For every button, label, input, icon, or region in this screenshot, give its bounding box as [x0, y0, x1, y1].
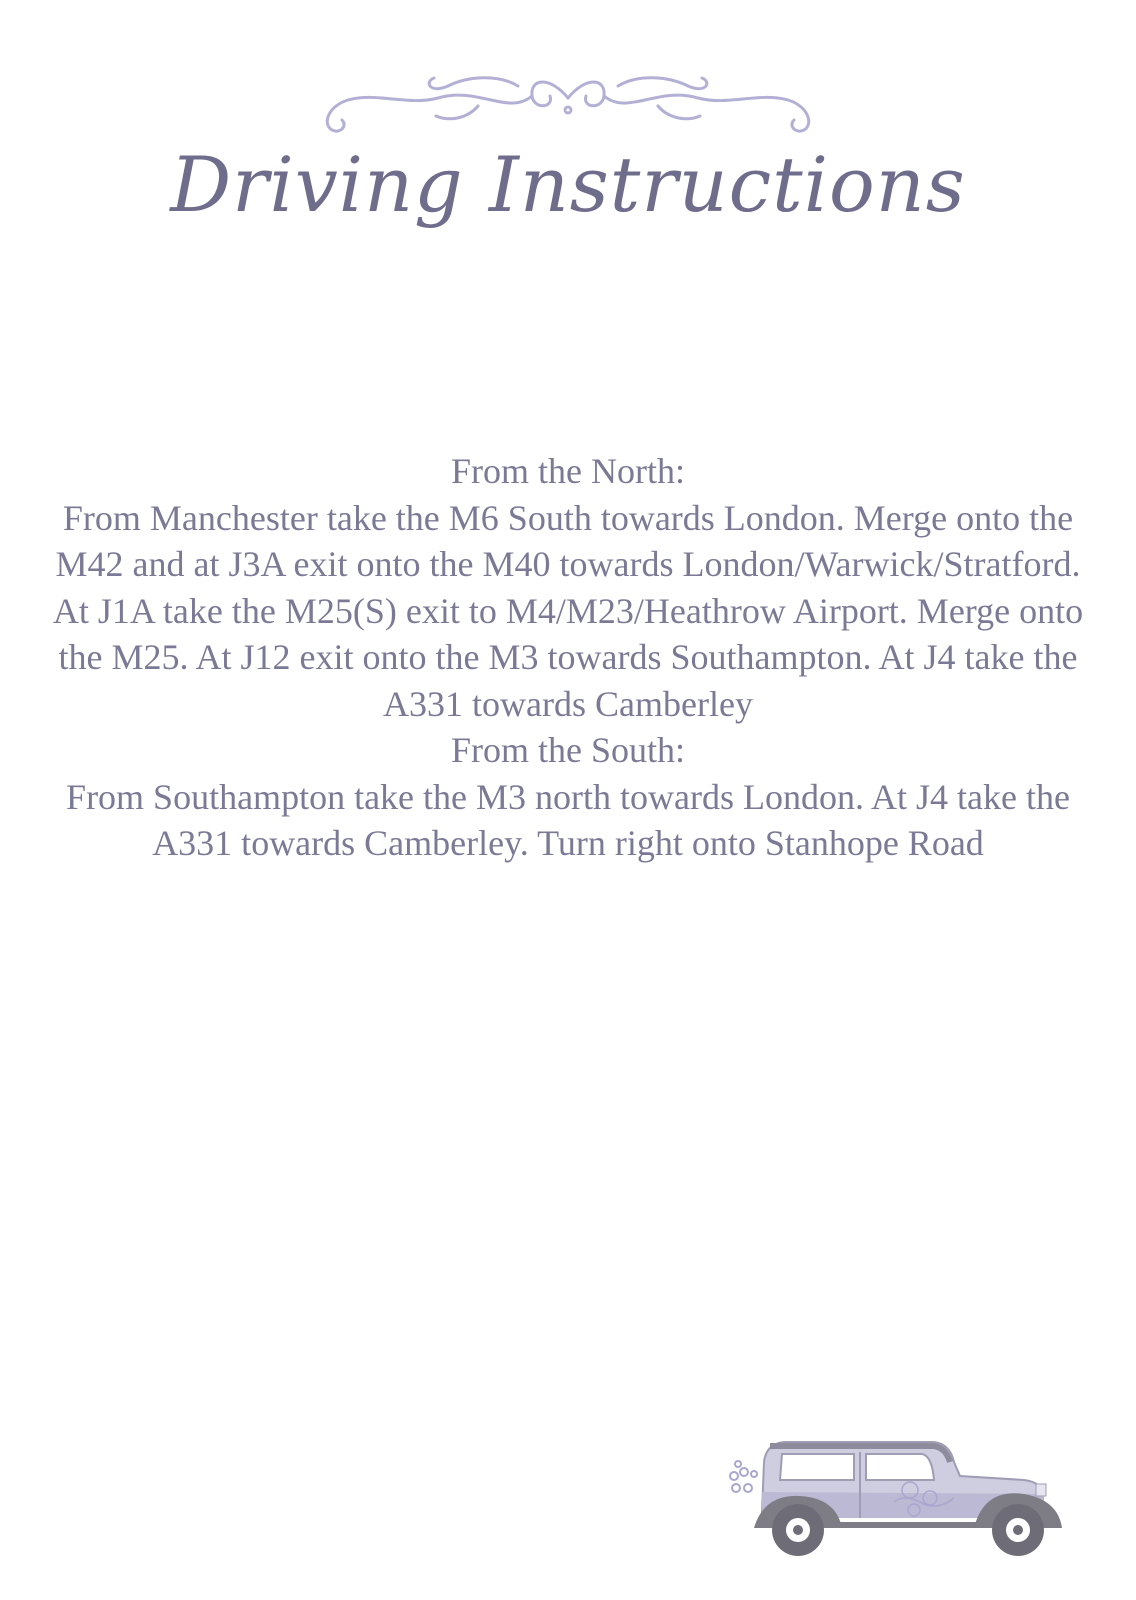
page-title: Driving Instructions — [170, 140, 966, 229]
section-heading-south: From the South: — [450, 730, 686, 770]
section-heading-north: From the North: — [451, 451, 685, 491]
directions-content — [50, 448, 1086, 867]
flourish-ornament — [318, 66, 818, 146]
section-body-north: From Manchester take the M6 South towards London. Merge onto the M42 and at J3A exit onto the M40 towards London/Warwick/Stratford. At J1A take the M25(S) exit to M4/M23/Heathrow Airport. Merge onto the M25. At J12 exit onto the M3 towards Southampton. At J4 take the A331 towards Camberley — [52, 497, 1084, 724]
section-body-south: From Southampton take the M3 north towards London. At J4 take the A331 towards Camberley. Turn right onto Stanhope Road — [66, 776, 1070, 863]
vintage-car-illustration — [724, 1432, 1084, 1572]
